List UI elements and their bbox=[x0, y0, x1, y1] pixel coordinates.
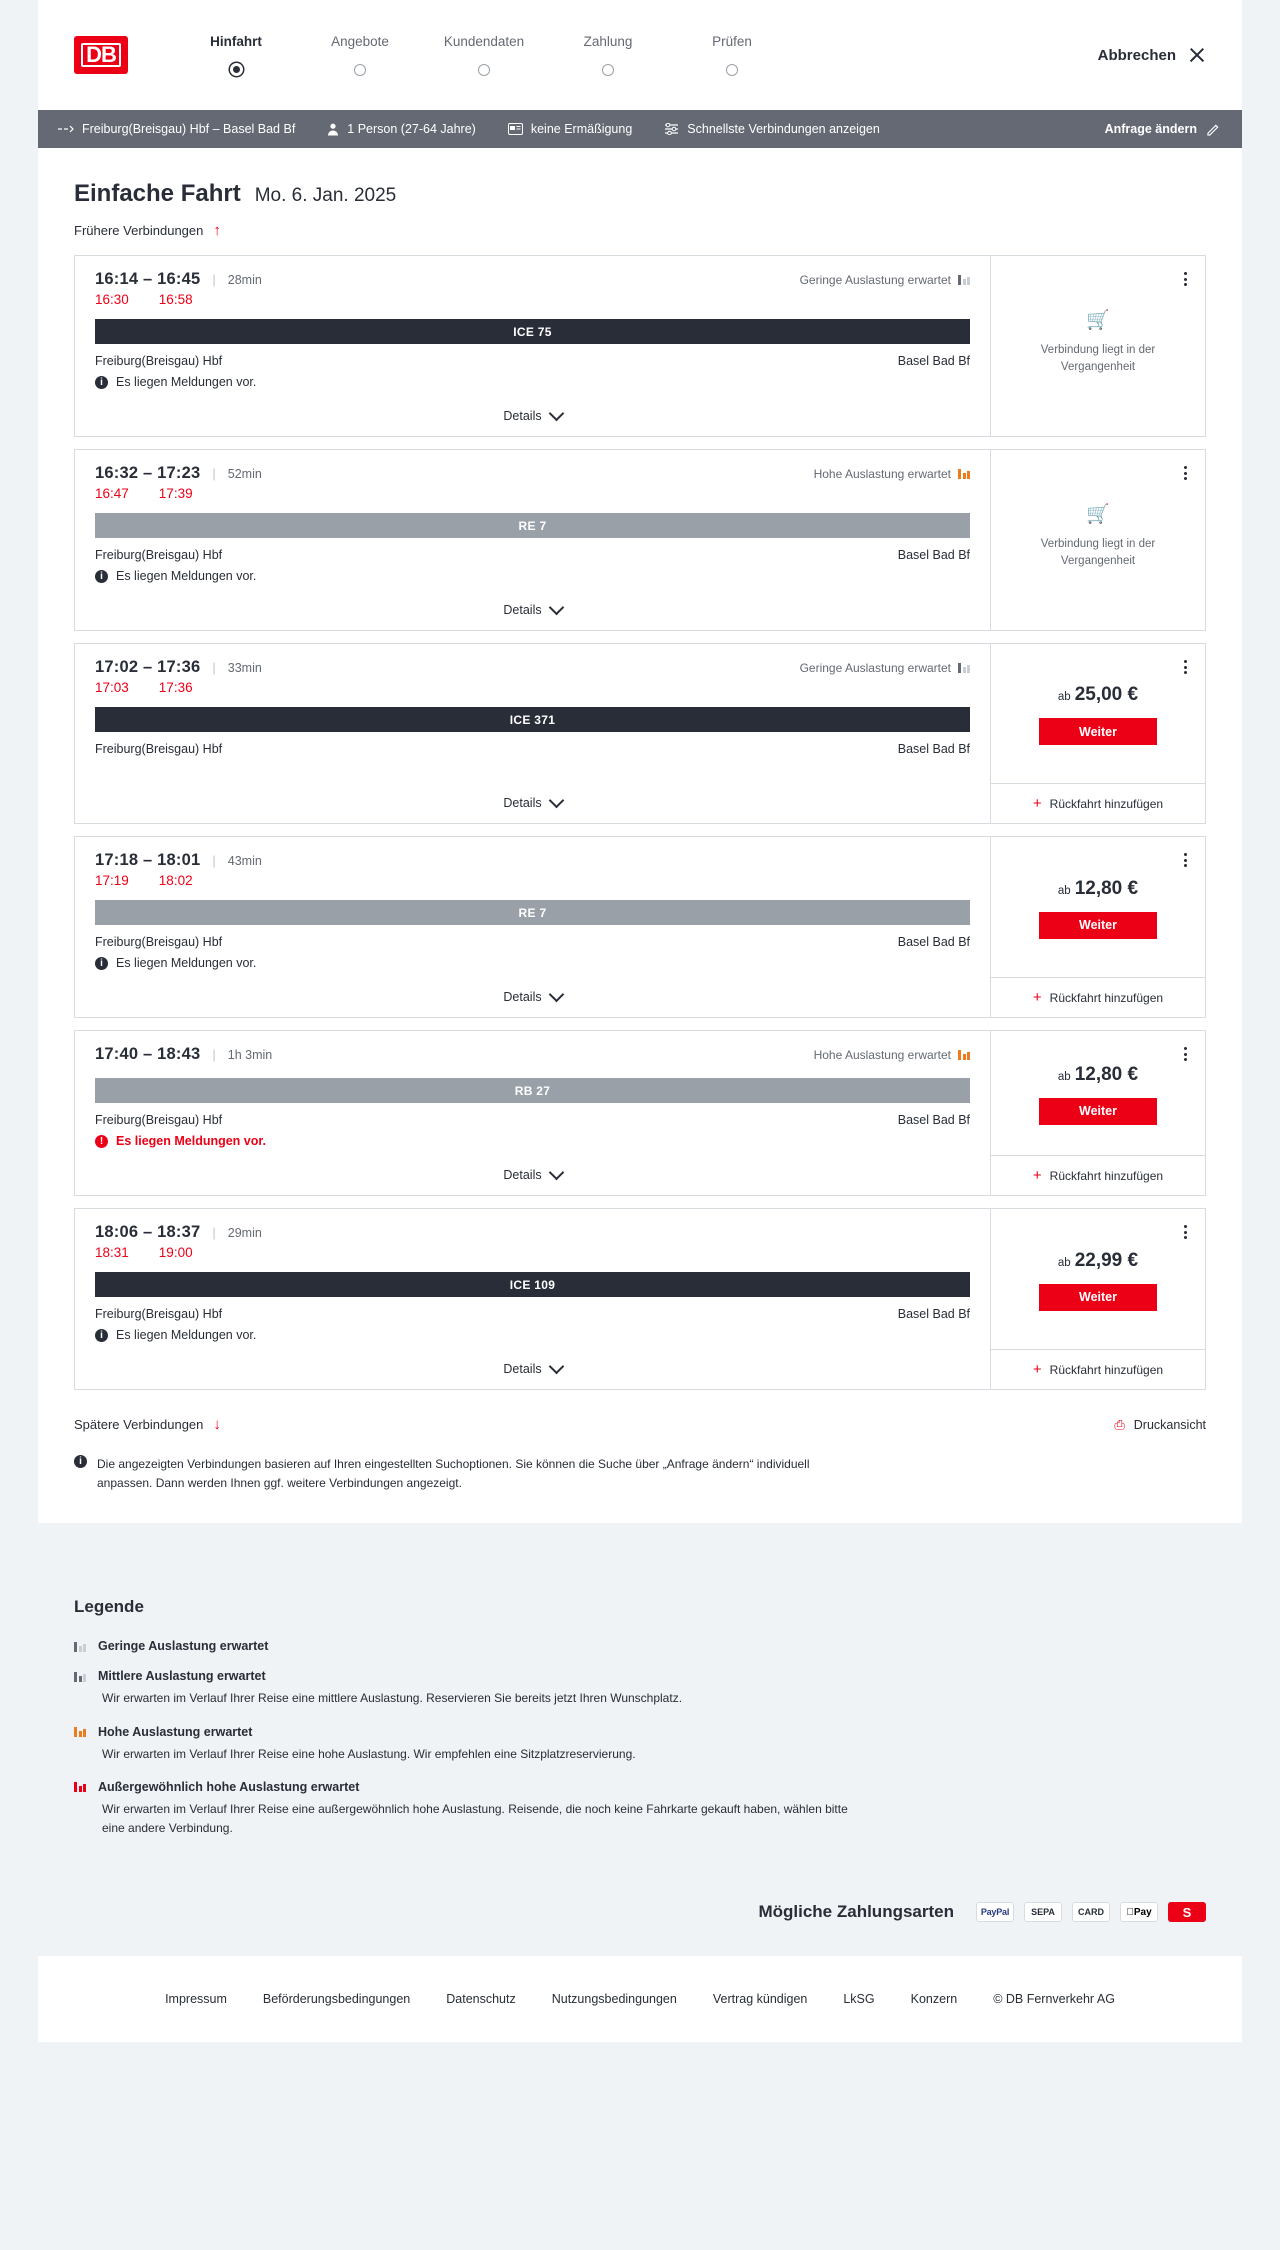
step-dot bbox=[233, 66, 240, 73]
sepa-icon: SEPA bbox=[1024, 1902, 1062, 1922]
realtime-departure: 17:19 bbox=[95, 873, 129, 888]
print-label: Druckansicht bbox=[1133, 1417, 1206, 1432]
price-block bbox=[991, 1031, 1205, 1155]
realtime-arrival: 17:36 bbox=[158, 680, 193, 695]
origin-station: Freiburg(Breisgau) Hbf bbox=[95, 935, 223, 949]
query-option-label: Schnellste Verbindungen anzeigen bbox=[687, 122, 880, 136]
details-toggle[interactable] bbox=[95, 1156, 970, 1195]
app-header bbox=[38, 0, 1242, 110]
destination-station: Basel Bad Bf bbox=[897, 354, 970, 368]
chevron-down-icon bbox=[548, 1359, 564, 1375]
sofort-icon: S bbox=[1168, 1902, 1206, 1922]
apple-pay-icon: Pay bbox=[1120, 1902, 1158, 1922]
utilization-bars-icon bbox=[74, 1781, 86, 1792]
connection-details bbox=[75, 1209, 990, 1389]
train-badge: RB 27 bbox=[95, 1078, 970, 1103]
footer-link-vertrag-kuendigen[interactable]: Vertrag kündigen bbox=[712, 1992, 808, 2007]
connections-list bbox=[74, 255, 1206, 1390]
origin-station: Freiburg(Breisgau) Hbf bbox=[95, 742, 223, 756]
query-route-label: Freiburg(Breisgau) Hbf – Basel Bad Bf bbox=[82, 122, 296, 136]
chevron-down-icon bbox=[548, 987, 564, 1003]
utilization-bars-icon bbox=[958, 1049, 970, 1060]
db-logo-icon bbox=[74, 36, 128, 74]
chevron-down-icon bbox=[548, 406, 564, 422]
plus-icon: + bbox=[1032, 989, 1042, 1006]
plus-icon: + bbox=[1032, 1167, 1042, 1184]
more-options-button[interactable] bbox=[1180, 656, 1191, 678]
utilization-label: Geringe Auslastung erwartet bbox=[799, 272, 951, 287]
alert-icon: ! bbox=[95, 1135, 108, 1148]
realtime-departure: 18:31 bbox=[95, 1245, 129, 1260]
cancel-button[interactable] bbox=[1098, 46, 1206, 64]
payment-icons bbox=[976, 1902, 1206, 1922]
origin-station: Freiburg(Breisgau) Hbf bbox=[95, 548, 223, 562]
filter-icon bbox=[664, 123, 679, 135]
connection-side bbox=[990, 450, 1205, 630]
connection-message-label: Es liegen Meldungen vor. bbox=[116, 956, 257, 970]
past-connection-text: Verbindung liegt in der Vergangenheit bbox=[1040, 538, 1156, 567]
add-return-trip-button[interactable] bbox=[991, 977, 1205, 1017]
legend-item-mid bbox=[74, 1669, 1206, 1708]
payment-methods-section bbox=[38, 1894, 1242, 1956]
travel-date: Mo. 6. Jan. 2025 bbox=[254, 185, 397, 206]
destination-station: Basel Bad Bf bbox=[897, 548, 970, 562]
train-badge: RE 7 bbox=[95, 900, 970, 925]
later-connections-button[interactable] bbox=[74, 1402, 257, 1439]
step-label: Hinfahrt bbox=[210, 33, 262, 49]
price-prefix: ab bbox=[1057, 1256, 1071, 1269]
price-amount: 25,00 € bbox=[1074, 684, 1139, 705]
connection-duration: 52min bbox=[227, 466, 262, 481]
close-icon[interactable] bbox=[1188, 46, 1206, 64]
arrow-up-icon: ↑ bbox=[213, 222, 221, 239]
price-value bbox=[1058, 1064, 1138, 1086]
footer-link-befoerderungsbedingungen[interactable]: Beförderungsbedingungen bbox=[262, 1992, 411, 2007]
connection-message-label: Es liegen Meldungen vor. bbox=[116, 375, 257, 389]
train-badge: ICE 371 bbox=[95, 707, 970, 732]
connection-duration: 43min bbox=[227, 853, 262, 868]
legend-item-low bbox=[74, 1639, 1206, 1653]
price-amount: 22,99 € bbox=[1074, 1249, 1139, 1271]
details-label: Details bbox=[503, 1362, 542, 1376]
price-block bbox=[991, 1209, 1205, 1349]
cart-icon: 🛒 bbox=[1086, 310, 1110, 332]
connection-time: 18:06 – 18:37 bbox=[95, 1223, 201, 1241]
connection-message-label: Es liegen Meldungen vor. bbox=[116, 1328, 257, 1342]
add-return-trip-label: Rückfahrt hinzufügen bbox=[1049, 1168, 1164, 1183]
utilization-info bbox=[800, 273, 970, 287]
realtime-departure: 17:03 bbox=[95, 680, 129, 695]
legend-item-high bbox=[74, 1725, 1206, 1764]
details-toggle[interactable] bbox=[95, 1350, 970, 1389]
legend-item-desc: Wir erwarten im Verlauf Ihrer Reise eine hohe Auslastung. Wir empfehlen eine Sitzplatzreservierung. bbox=[102, 1746, 636, 1761]
print-icon: ⎙ bbox=[1114, 1416, 1125, 1432]
separator: | bbox=[212, 1225, 216, 1240]
more-options-button[interactable] bbox=[1180, 462, 1191, 484]
utilization-info bbox=[814, 467, 970, 481]
route-arrow-icon bbox=[58, 125, 74, 133]
details-toggle[interactable] bbox=[95, 397, 970, 436]
connection-details bbox=[75, 256, 990, 436]
destination-station: Basel Bad Bf bbox=[897, 935, 970, 949]
connection-side bbox=[990, 256, 1205, 436]
query-passengers[interactable] bbox=[311, 122, 492, 136]
legend-item-label: Mittlere Auslastung erwartet bbox=[98, 1669, 266, 1684]
info-icon: i bbox=[74, 1455, 87, 1468]
step-label: Angebote bbox=[331, 33, 389, 49]
step-hinfahrt[interactable] bbox=[174, 34, 298, 77]
connection-duration: 1h 3min bbox=[227, 1047, 273, 1062]
train-badge: RE 7 bbox=[95, 513, 970, 538]
price-value bbox=[1058, 1250, 1138, 1272]
plus-icon: + bbox=[1032, 795, 1042, 812]
search-hint bbox=[74, 1455, 864, 1493]
utilization-info bbox=[814, 1048, 970, 1062]
add-return-trip-button[interactable] bbox=[991, 1349, 1205, 1389]
connection-message[interactable] bbox=[95, 569, 970, 583]
details-label: Details bbox=[503, 603, 542, 617]
info-icon: i bbox=[95, 1329, 108, 1342]
query-passengers-label: 1 Person (27-64 Jahre) bbox=[347, 122, 476, 136]
origin-station: Freiburg(Breisgau) Hbf bbox=[95, 1113, 223, 1127]
utilization-info bbox=[800, 661, 970, 675]
destination-station: Basel Bad Bf bbox=[897, 742, 970, 756]
legend-item-desc: Wir erwarten im Verlauf Ihrer Reise eine außergewöhnlich hohe Auslastung. Reisende, die noch keine Fahrkarte gekauft haben, wählen bitte eine andere Verbindung. bbox=[102, 1801, 848, 1835]
more-options-button[interactable] bbox=[1180, 268, 1191, 290]
footer-link-datenschutz[interactable]: Datenschutz bbox=[446, 1992, 516, 2007]
utilization-label: Hohe Auslastung erwartet bbox=[813, 1047, 951, 1062]
step-label: Zahlung bbox=[583, 33, 633, 49]
continue-button[interactable]: Weiter bbox=[1039, 1284, 1157, 1311]
payment-title: Mögliche Zahlungsarten bbox=[758, 1902, 954, 1922]
past-connection-note bbox=[991, 450, 1205, 630]
connection-duration: 33min bbox=[227, 660, 262, 675]
connection-details bbox=[75, 450, 990, 630]
search-hint-text: Die angezeigten Verbindungen basieren auf Ihren eingestellten Suchoptionen. Sie können die Suche über „Anfrage ändern“ individuell anpassen. Dann werden Ihnen ggf. weitere Verbindungen angezeigt. bbox=[97, 1457, 810, 1491]
realtime-arrival: 17:39 bbox=[158, 486, 193, 501]
utilization-bars-icon bbox=[958, 468, 970, 479]
utilization-label: Hohe Auslastung erwartet bbox=[813, 466, 951, 481]
price-block bbox=[991, 837, 1205, 977]
connection-time: 16:32 – 17:23 bbox=[95, 464, 201, 482]
destination-station: Basel Bad Bf bbox=[897, 1113, 970, 1127]
utilization-bars-icon bbox=[958, 274, 970, 285]
arrow-down-icon: ↓ bbox=[213, 1416, 221, 1433]
past-connection-text: Verbindung liegt in der Vergangenheit bbox=[1040, 344, 1156, 373]
separator: | bbox=[212, 853, 216, 868]
connection-side bbox=[990, 1031, 1205, 1195]
realtime-arrival: 16:58 bbox=[158, 292, 193, 307]
connection-message[interactable] bbox=[95, 1328, 970, 1342]
pencil-icon bbox=[1207, 123, 1220, 136]
more-options-button[interactable] bbox=[1180, 1221, 1191, 1243]
results-footer-row bbox=[74, 1402, 1206, 1439]
query-discount-label: keine Ermäßigung bbox=[530, 122, 633, 136]
utilization-bars-icon bbox=[74, 1671, 86, 1682]
price-prefix: ab bbox=[1057, 884, 1071, 897]
plus-icon: + bbox=[1032, 1361, 1042, 1378]
card-icon bbox=[508, 123, 523, 135]
legend-title: Legende bbox=[74, 1597, 144, 1617]
info-icon: i bbox=[95, 570, 108, 583]
connection-time: 17:02 – 17:36 bbox=[95, 658, 201, 676]
add-return-trip-button[interactable] bbox=[991, 783, 1205, 823]
connection-duration: 28min bbox=[227, 272, 262, 287]
utilization-bars-icon bbox=[74, 1726, 86, 1737]
step-dot bbox=[478, 64, 490, 76]
legend-item-label: Außergewöhnlich hohe Auslastung erwartet bbox=[98, 1779, 360, 1794]
step-dot bbox=[602, 64, 614, 76]
details-label: Details bbox=[503, 990, 542, 1004]
details-label: Details bbox=[503, 1168, 542, 1182]
footer-copyright: © DB Fernverkehr AG bbox=[993, 1992, 1115, 2007]
separator: | bbox=[212, 1047, 216, 1062]
info-icon: i bbox=[95, 957, 108, 970]
connection-row[interactable] bbox=[74, 1208, 1206, 1390]
price-value bbox=[1058, 878, 1138, 900]
person-icon bbox=[327, 123, 339, 136]
chevron-down-icon bbox=[548, 793, 564, 809]
checkout-stepper bbox=[174, 34, 794, 77]
price-value bbox=[1058, 684, 1138, 706]
query-option[interactable] bbox=[648, 122, 896, 136]
connection-details bbox=[75, 1031, 990, 1195]
price-block bbox=[991, 644, 1205, 783]
cart-icon: 🛒 bbox=[1086, 504, 1110, 526]
past-connection-note bbox=[991, 256, 1205, 436]
price-amount: 12,80 € bbox=[1074, 1063, 1139, 1085]
continue-button[interactable]: Weiter bbox=[1039, 718, 1157, 745]
info-icon: i bbox=[95, 376, 108, 389]
earlier-label: Frühere Verbindungen bbox=[74, 223, 204, 238]
step-angebote[interactable] bbox=[298, 34, 422, 77]
separator: | bbox=[212, 660, 216, 675]
connection-message-label: Es liegen Meldungen vor. bbox=[116, 569, 257, 583]
credit-card-icon: CARD bbox=[1072, 1902, 1110, 1922]
utilization-bars-icon bbox=[74, 1641, 86, 1652]
connection-time: 17:40 – 18:43 bbox=[95, 1045, 201, 1063]
separator: | bbox=[212, 272, 216, 287]
add-return-trip-label: Rückfahrt hinzufügen bbox=[1049, 1362, 1164, 1377]
connection-side bbox=[990, 644, 1205, 823]
add-return-trip-label: Rückfahrt hinzufügen bbox=[1049, 990, 1164, 1005]
connection-message[interactable] bbox=[95, 375, 970, 389]
destination-station: Basel Bad Bf bbox=[897, 1307, 970, 1321]
query-route[interactable] bbox=[54, 122, 311, 136]
step-dot bbox=[726, 64, 738, 76]
connection-message[interactable] bbox=[95, 1134, 970, 1148]
step-zahlung[interactable] bbox=[546, 34, 670, 77]
train-badge: ICE 75 bbox=[95, 319, 970, 344]
price-prefix: ab bbox=[1057, 691, 1071, 703]
query-discount[interactable] bbox=[492, 122, 648, 136]
cancel-label: Abbrechen bbox=[1097, 46, 1176, 64]
connection-row[interactable] bbox=[74, 643, 1206, 824]
step-label: Prüfen bbox=[712, 33, 752, 49]
legend-item-label: Geringe Auslastung erwartet bbox=[98, 1639, 269, 1654]
utilization-label: Geringe Auslastung erwartet bbox=[799, 660, 951, 675]
footer-link-konzern[interactable]: Konzern bbox=[910, 1992, 958, 2007]
results-panel bbox=[38, 148, 1242, 1523]
connection-row[interactable] bbox=[74, 449, 1206, 631]
connection-details bbox=[75, 644, 990, 823]
price-prefix: ab bbox=[1057, 1070, 1071, 1083]
earlier-connections-button[interactable] bbox=[38, 208, 1242, 245]
paypal-icon: PayPal bbox=[976, 1902, 1014, 1922]
query-summary-bar bbox=[38, 110, 1242, 148]
connection-row[interactable] bbox=[74, 1030, 1206, 1196]
legend-item-desc: Wir erwarten im Verlauf Ihrer Reise eine mittlere Auslastung. Reservieren Sie bereits jetzt Ihren Wunschplatz. bbox=[102, 1691, 683, 1706]
connection-row[interactable] bbox=[74, 836, 1206, 1018]
continue-button[interactable]: Weiter bbox=[1039, 1098, 1157, 1125]
price-amount: 12,80 € bbox=[1074, 877, 1139, 899]
details-label: Details bbox=[503, 796, 542, 810]
connection-message[interactable] bbox=[95, 956, 970, 970]
step-pruefen[interactable] bbox=[670, 34, 794, 77]
details-toggle[interactable] bbox=[95, 784, 970, 823]
add-return-trip-button[interactable] bbox=[991, 1155, 1205, 1195]
page-title-row bbox=[38, 148, 1242, 208]
realtime-arrival: 18:02 bbox=[158, 873, 193, 888]
origin-station: Freiburg(Breisgau) Hbf bbox=[95, 354, 223, 368]
realtime-departure: 16:47 bbox=[95, 486, 129, 501]
continue-button[interactable]: Weiter bbox=[1039, 912, 1157, 939]
realtime-departure: 16:30 bbox=[95, 292, 129, 307]
legend-item-very-high bbox=[74, 1780, 1206, 1838]
chevron-down-icon bbox=[548, 600, 564, 616]
connection-message-label: Es liegen Meldungen vor. bbox=[116, 1134, 267, 1148]
page-title: Einfache Fahrt bbox=[74, 180, 241, 207]
db-logo-text: DB bbox=[81, 43, 121, 67]
add-return-trip-label: Rückfahrt hinzufügen bbox=[1049, 796, 1164, 811]
details-label: Details bbox=[503, 409, 542, 423]
footer-link-nutzungsbedingungen[interactable]: Nutzungsbedingungen bbox=[551, 1992, 677, 2007]
connection-side bbox=[990, 837, 1205, 1017]
connection-duration: 29min bbox=[227, 1225, 262, 1240]
chevron-down-icon bbox=[548, 1165, 564, 1181]
utilization-bars-icon bbox=[958, 662, 970, 673]
more-options-button[interactable] bbox=[1180, 1043, 1191, 1065]
connection-side bbox=[990, 1209, 1205, 1389]
connection-row[interactable] bbox=[74, 255, 1206, 437]
legend-item-label: Hohe Auslastung erwartet bbox=[98, 1724, 253, 1739]
step-label: Kundendaten bbox=[443, 33, 525, 49]
separator: | bbox=[212, 466, 216, 481]
details-toggle[interactable] bbox=[95, 591, 970, 630]
step-kundendaten[interactable] bbox=[422, 34, 546, 77]
origin-station: Freiburg(Breisgau) Hbf bbox=[95, 1307, 223, 1321]
later-label: Spätere Verbindungen bbox=[74, 1417, 204, 1432]
realtime-arrival: 19:00 bbox=[158, 1245, 193, 1260]
connection-time: 16:14 – 16:45 bbox=[95, 270, 201, 288]
connection-details bbox=[75, 837, 990, 1017]
connection-time: 17:18 – 18:01 bbox=[95, 851, 201, 869]
details-toggle[interactable] bbox=[95, 978, 970, 1017]
legend-section bbox=[38, 1563, 1242, 1894]
more-options-button[interactable] bbox=[1180, 849, 1191, 871]
edit-query-button[interactable] bbox=[1105, 122, 1226, 136]
footer-link-impressum[interactable]: Impressum bbox=[165, 1992, 227, 2007]
train-badge: ICE 109 bbox=[95, 1272, 970, 1297]
footer-link-lksg[interactable]: LkSG bbox=[843, 1992, 875, 2007]
step-dot bbox=[354, 64, 366, 76]
edit-query-label: Anfrage ändern bbox=[1104, 122, 1197, 136]
print-view-button[interactable] bbox=[1114, 1403, 1206, 1439]
page-footer bbox=[38, 1956, 1242, 2042]
